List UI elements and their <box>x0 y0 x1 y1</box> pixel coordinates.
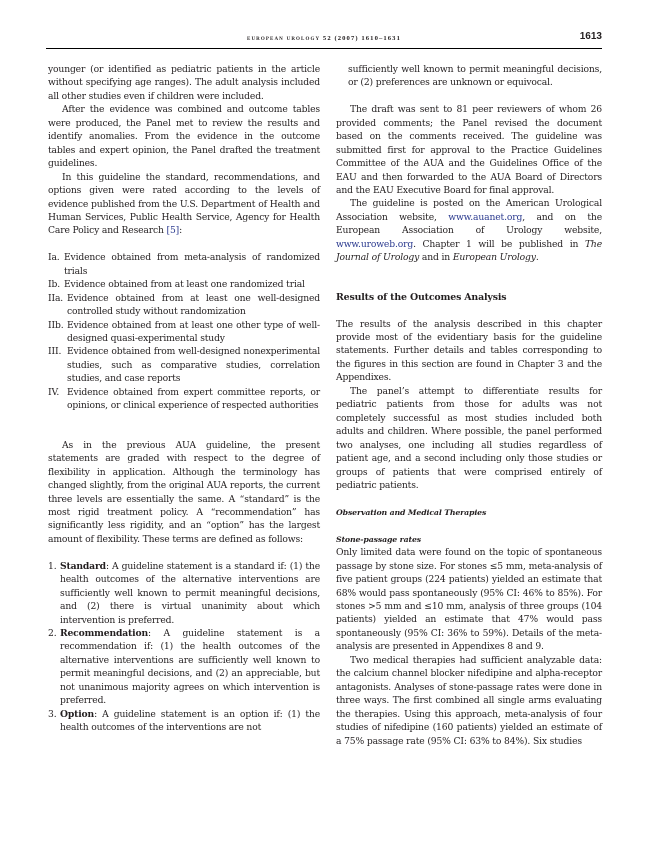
evidence-level-item: IIa. Evidence obtained from at least one well-designed controlled study without randomization <box>48 292 320 318</box>
journal-citation: european urology 52 (2007) 1610–1631 <box>247 35 401 42</box>
evidence-level-item: IV. Evidence obtained from expert committee reports, or opinions, or clinical experience of respected authorities <box>48 386 320 412</box>
paragraph-publication: The guideline is posted on the American Urological Association website, www.auanet.org, and on the European Association of Urology website, www.uroweb.org. Chapter 1 will be published in The Journal of Urology and in European Urology. <box>336 198 602 264</box>
paragraph-results: The results of the analysis described in this chapter provide most of the evidentiary basis for the guideline statements. Further details and tables corresponding to the figures in this section are found in Chapter 3 and the Appendixes. <box>336 318 602 384</box>
subsubsection-heading: Stone-passage rates <box>336 534 422 544</box>
definitions-list <box>48 560 320 735</box>
definition-recommendation: 2. Recommendation: A guideline statement is a recommendation if: (1) the health outcomes of the alternative interventions are sufficiently well known to permit meaningful decisions, and (2) an appreciable, but not unanimous majority agrees on which intervention is preferred. <box>48 628 320 707</box>
page-number: 1613 <box>579 31 602 42</box>
paragraph-levels-intro: In this guideline the standard, recommendations, and options given were rated according to the levels of evidence published from the U.S. Department of Health and Human Services, Public Health Service, Agency for Health Care Policy and Research [5]: <box>48 171 320 237</box>
evidence-level-item: Ib. Evidence obtained from at least one randomized trial <box>48 279 305 291</box>
paragraph-peer-review: The draft was sent to 81 peer reviewers of whom 26 provided comments; the Panel revised the document based on the comments received. The guideline was submitted first for approval to the Practice Guidelines Committee of the AUA and the Guidelines Office of the EAU and then forwarded to the AUA Board of Directors and the EAU Executive Board for final approval. <box>336 104 602 197</box>
reference-link-5[interactable]: [5] <box>166 225 180 237</box>
definition-option: 3. Option: A guideline statement is an option if: (1) the health outcomes of the interventions are not <box>48 708 320 734</box>
left-column <box>48 63 320 735</box>
paragraph-stone-passage: Only limited data were found on the topic of spontaneous passage by stone size. For stones ≤5 mm, meta-analysis of five patient groups (224 patients) yielded an estimate that 68% would pass spontaneously (95% CI: 46% to 85%). For stones >5 mm and ≤10 mm, analysis of three groups (104 patients) yielded an estimate that 47% would pass spontaneously (95% CI: 36% to 59%). Details of the meta-analysis are presented in Appendixes 8 and 9. <box>336 547 602 653</box>
right-column <box>336 63 602 748</box>
paragraph-pediatric: The panel’s attempt to differentiate results for pediatric patients from those for adults was not completely successful as most studies included both adults and children. Where possible, the panel performed two analyses, one including all studies regardless of patient age, and a second including only those studies or groups of patients that were comprised entirely of pediatric patients. <box>336 385 602 492</box>
section-heading: Results of the Outcomes Analysis <box>336 291 507 303</box>
definition-option-continued: sufficiently well known to permit meaningful decisions, or (2) preferences are unknown or equivocal. <box>348 64 602 89</box>
evidence-level-item: III. Evidence obtained from well-designed nonexperimental studies, such as comparative studies, correlation studies, and case reports <box>48 346 320 385</box>
paragraph-medical-therapies: Two medical therapies had sufficient analyzable data: the calcium channel blocker nifedipine and alpha-receptor antagonists. Analyses of stone-passage rates were done in three ways. The first combined all single arms evaluating the therapies. Using this approach, meta-analysis of four studies of nifedipine (160 patients) yielded an estimate of a 75% passage rate (95% CI: 63% to 84%). Six studies <box>336 654 602 747</box>
uroweb-link[interactable]: www.uroweb.org <box>336 238 414 250</box>
evidence-level-item: Ia. Evidence obtained from meta-analysis of randomized trials <box>48 252 320 277</box>
auanet-link[interactable]: www.auanet.org <box>448 211 523 223</box>
evidence-level-item: IIb. Evidence obtained from at least one other type of well-designed quasi-experimental study <box>48 319 320 344</box>
paragraph-grading: As in the previous AUA guideline, the present statements are graded with respect to the degree of flexibility in application. Although the terminology has changed slightly, from the original AUA reports, the current three levels are essentially the same. A “standard” is the most rigid treatment policy. A “recommendation” has significantly less rigidity, and an “option” has the largest amount of flexibility. These terms are defined as follows: <box>48 439 320 545</box>
definition-standard: 1. Standard: A guideline statement is a standard if: (1) the health outcomes of the alternative interventions are sufficiently well known to permit meaningful decisions, and (2) there is virtual unanimity about which intervention is preferred. <box>48 560 320 626</box>
paragraph-evidence-review: After the evidence was combined and outcome tables were produced, the Panel met to review the results and identify anomalies. From the evidence in the outcome tables and expert opinion, the Panel drafted the treatment guidelines. <box>48 104 320 170</box>
paragraph-age-criteria: younger (or identified as pediatric patients in the article without specifying age ranges). The adult analysis included all other studies even if children were included. <box>48 64 320 102</box>
subsection-heading: Observation and Medical Therapies <box>336 507 487 517</box>
running-header <box>46 30 602 49</box>
evidence-levels-list <box>48 251 320 412</box>
